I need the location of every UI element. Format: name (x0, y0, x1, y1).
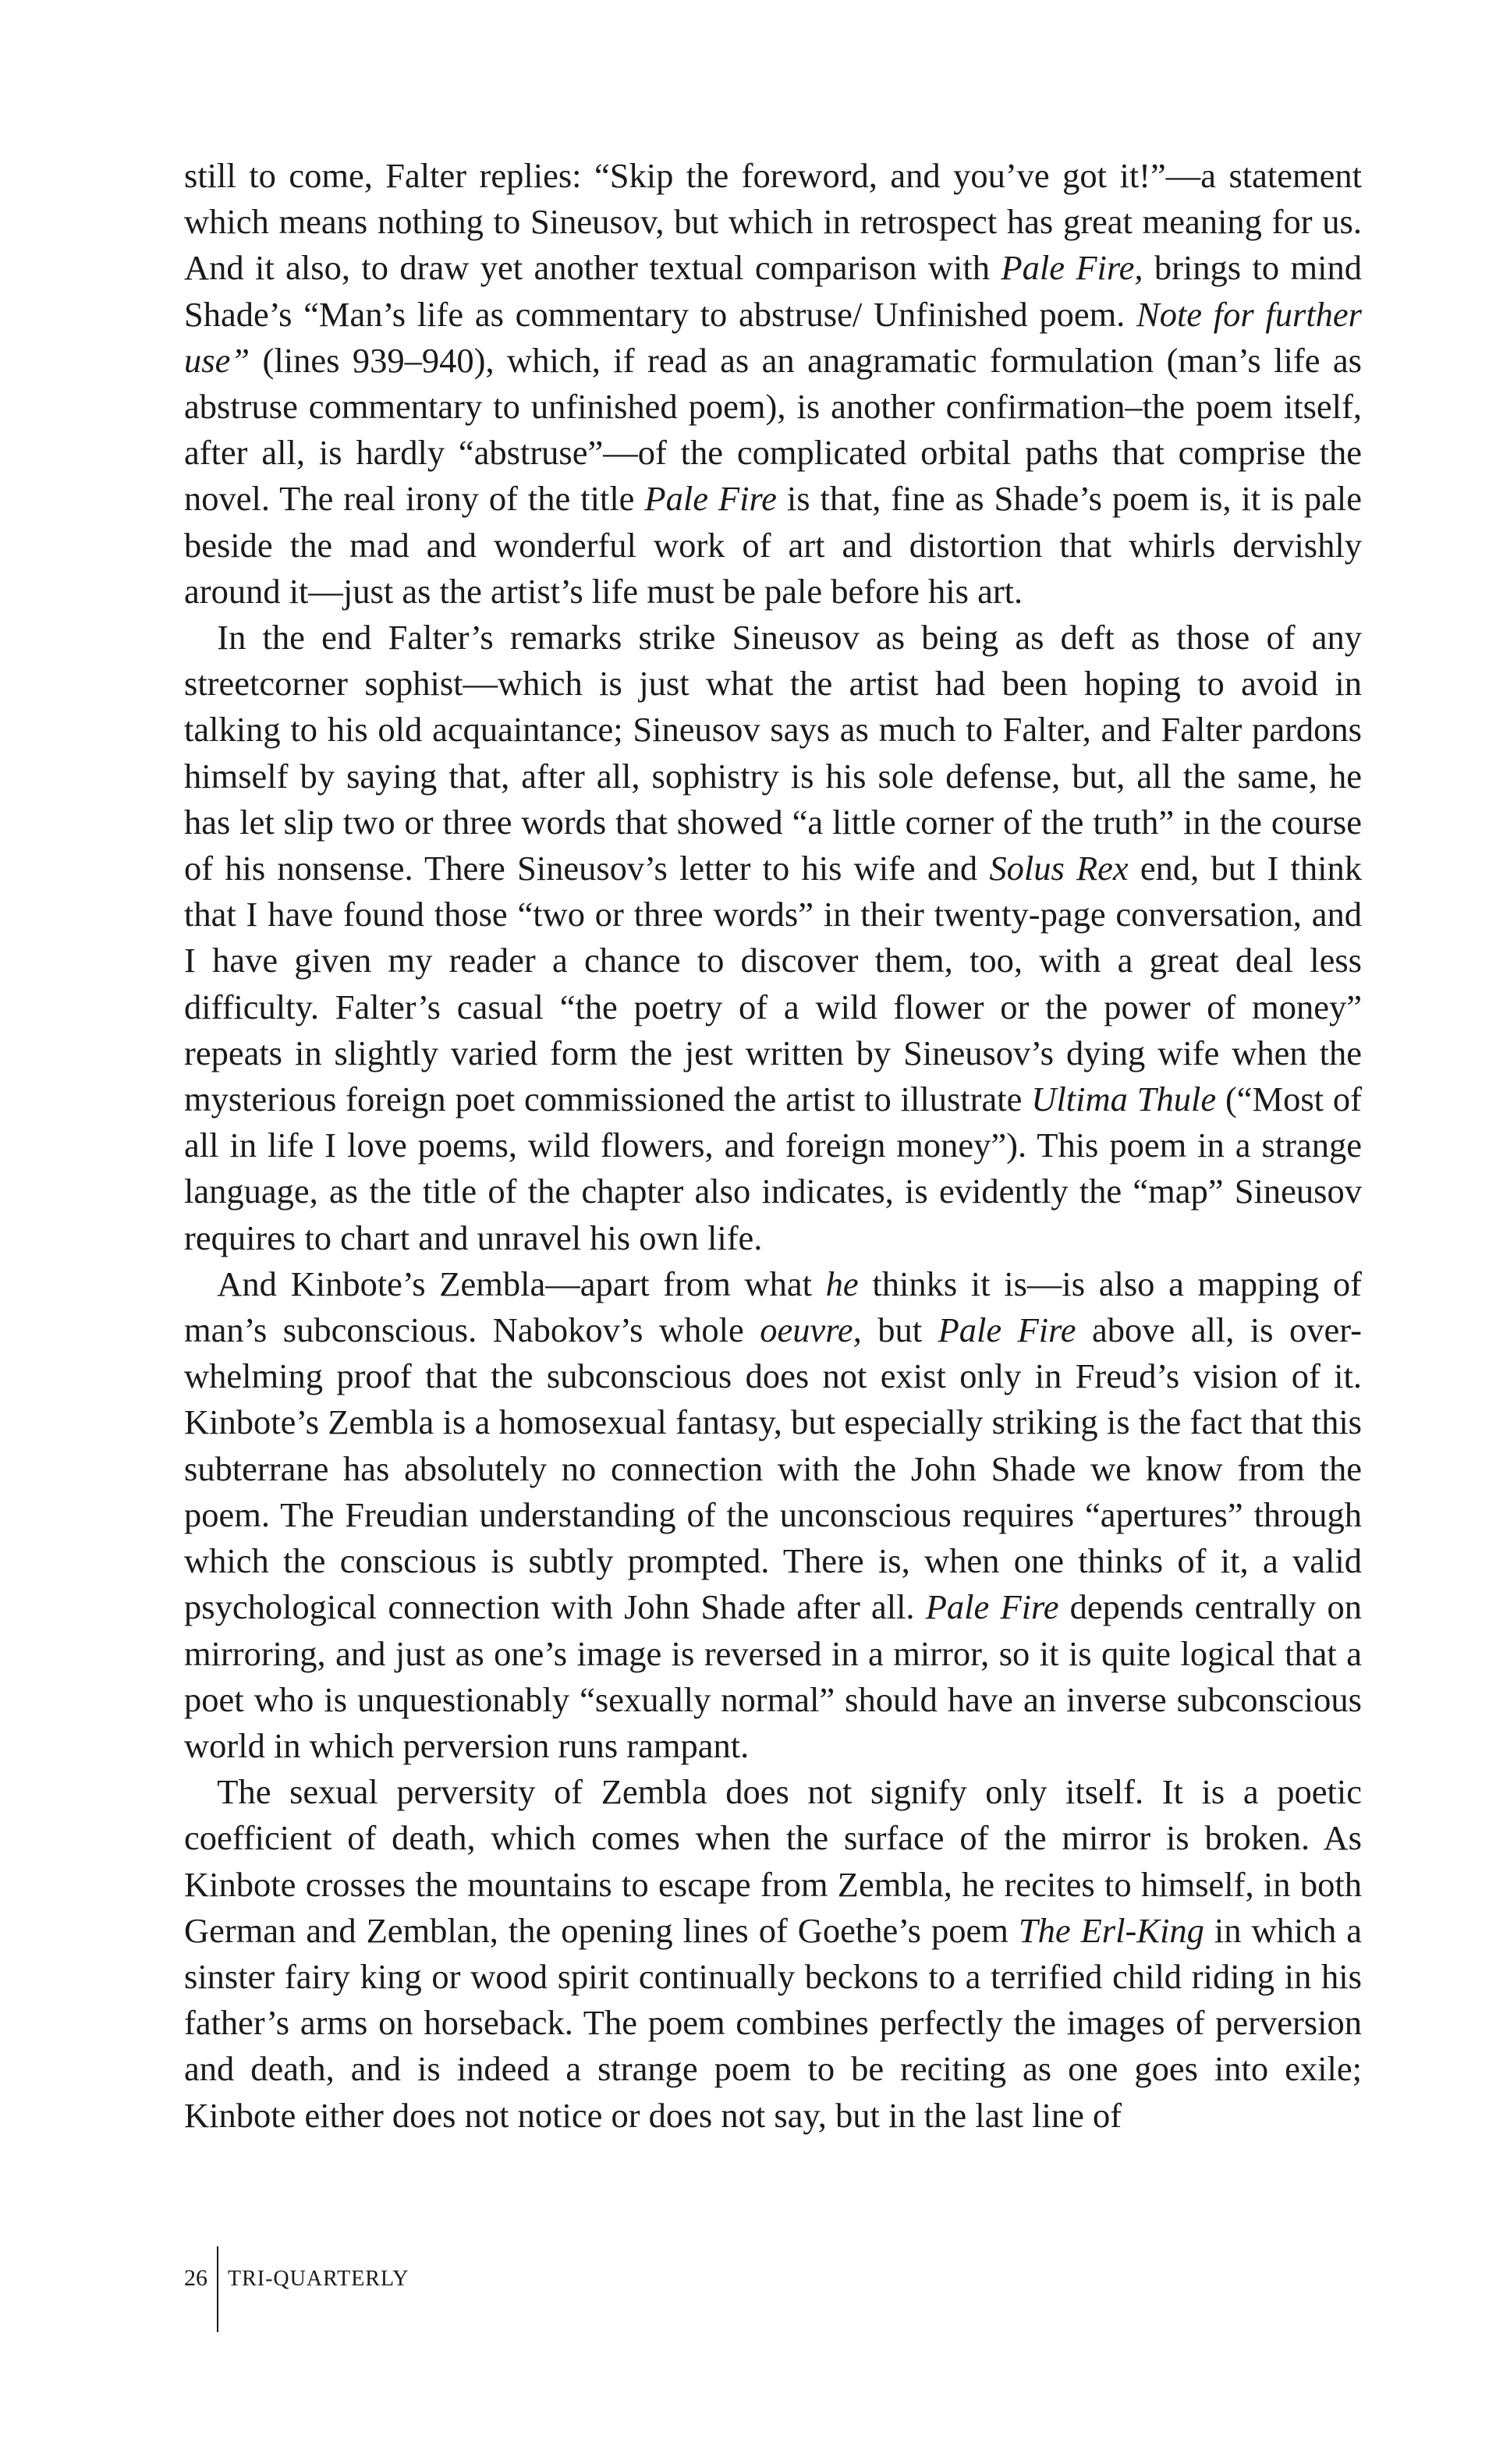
text-segment: thinks it is—is also a mapping of man’s subconscious. Nabokov’s whole (184, 1264, 1362, 1350)
text-segment: but (861, 1310, 938, 1350)
paragraph-3 (184, 1261, 1362, 1769)
footer-divider (217, 2246, 218, 2332)
italic-quote: Note for further use” (184, 294, 1362, 380)
text-segment: end, but I think that I have found those “two or three words” in their twenty-page conversation, and I have given my reader a chance to discover them, too, with a great deal less difficulty. Falter’s casual “the poetry of a wild flower or the power of money” repeats in slightly varied form the jest written by Sineusov’s dying wife when the mysterious foreign poet commissioned the artist to illustrate (184, 849, 1362, 1119)
text-segment: (lines 939–940), which, if read as an anagramatic formulation (man’s life as abstruse commentary to unfinished poem), is another confirmation–the poem itself, after all, is hardly “abstruse”—of the complicated orbital paths that comprise the novel. The real irony of the title (184, 340, 1362, 519)
text-segment: above all, is over-whelming proof that the subconscious does not exist only in Freud’s vision of it. Kinbote’s Zembla is a homosexual fantasy, but especially striking is the fact that this subterrane has absolutely no connection with the John Shade we know from the poem. The Freudian understanding of the unconscious requires “apertures” through which the conscious is subtly prompted. There is, when one thinks of it, a valid psychological connection with John Shade after all. (184, 1310, 1362, 1627)
page-footer (184, 2246, 409, 2332)
italic-title: Pale Fire (938, 1310, 1076, 1350)
italic-title: The Erl-King (1018, 1910, 1204, 1950)
italic-title: Pale Fire (925, 1587, 1059, 1627)
italic-title: Pale Fire, (1001, 248, 1143, 288)
paragraph-2 (184, 615, 1362, 1261)
running-title: TRI-QUARTERLY (228, 2267, 409, 2291)
italic-emphasis: he (825, 1264, 859, 1303)
italic-term: oeuvre, (760, 1310, 862, 1350)
text-segment: depends centrally on mirroring, and just as one’s image is reversed in a mirror, so it is quite logical that a poet who is unquestionably “sexually normal” should have an inverse subconscious world in which perversion runs rampant. (184, 1587, 1362, 1765)
text-segment: The sexual perversity of Zembla does not signify only itself. It is a poetic coefficient of death, which comes when the surface of the mirror is broken. As Kinbote crosses the mountains to escape from Zembla, he recites to himself, in both German and Zemblan, the opening lines of Goethe’s poem (184, 1772, 1362, 1950)
text-segment: in which a sinster fairy king or wood spirit continually beckons to a terrified child riding in his father’s arms on horseback. The poem combines perfectly the images of perversion and death, and is indeed a strange poem to be reciting as one goes into exile; Kinbote either does not notice or does not say, but in the last line of (184, 1910, 1362, 2135)
text-segment: And Kinbote’s Zembla—apart from what (217, 1264, 826, 1303)
italic-title: Solus Rex (989, 849, 1129, 888)
text-segment: still to come, Falter replies: “Skip the foreword, and you’ve got it!”—a statement which means nothing to Sineusov, but which in retrospect has great meaning for us. And it also, to draw yet another textual comparison with (184, 156, 1362, 288)
text-segment: brings to mind Shade’s “Man’s life as commentary to abstruse/ Unfinished poem. (184, 248, 1363, 334)
text-segment: is that, fine as Shade’s poem is, it is pale beside the mad and wonderful work of art and distortion that whirls dervishly around it—just as the artist’s life must be pale before his art. (184, 479, 1362, 611)
text-segment: In the end Falter’s remarks strike Sineusov as being as deft as those of any streetcorner sophist—which is just what the artist had been hoping to avoid in talking to his old acquaintance; Sineusov says as much to Falter, and Falter pardons himself by saying that, after all, sophistry is his sole defense, but, all the same, he has let slip two or three words that showed “a little corner of the truth” in the course of his nonsense. There Sineusov’s letter to his wife and (184, 618, 1362, 888)
paragraph-1 (184, 153, 1362, 615)
text-segment: (“Most of all in life I love poems, wild flowers, and foreign money”). This poem in a strange language, as the title of the chapter also indicates, is evidently the “map” Sineusov requires to chart and unravel his own life. (184, 1080, 1362, 1257)
article-body (184, 153, 1362, 2139)
paragraph-4 (184, 1769, 1362, 2139)
page-number: 26 (184, 2265, 207, 2291)
italic-title: Ultima Thule (1031, 1080, 1217, 1119)
italic-title: Pale Fire (644, 479, 777, 519)
